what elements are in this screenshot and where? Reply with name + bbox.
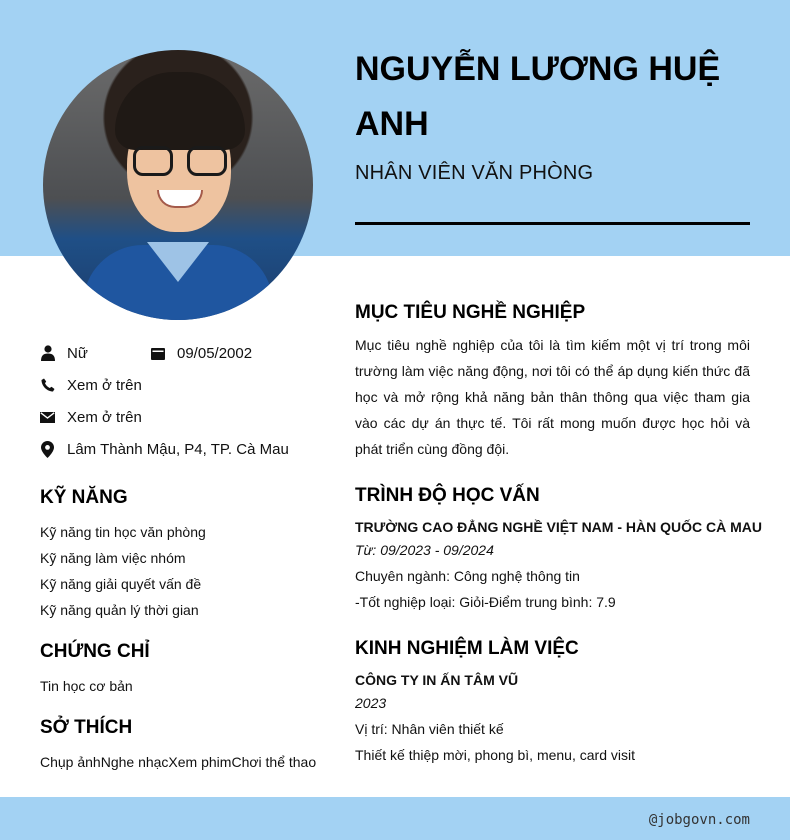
- birthdate-row: [150, 343, 252, 363]
- objective-text: Mục tiêu nghề nghiệp của tôi là tìm kiếm một vị trí trong môi trường làm việc năng động, nơi tôi có thể áp dụng kiến thức đã học và mở rộng khả năng bản thân thông qua việc tham gia vào các dự án thực tế. Tôi rất mong muốn được học hỏi và phát triển cùng đồng đội.: [355, 337, 750, 457]
- skills-title: KỸ NĂNG: [40, 487, 128, 508]
- objective-title: MỤC TIÊU NGHỀ NGHIỆP: [355, 302, 586, 323]
- hobbies-text: Chụp ảnhNghe nhạcXem phimChơi thể thao: [40, 754, 317, 770]
- envelope-icon: [40, 409, 55, 425]
- experience-description: Thiết kế thiệp mời, phong bì, menu, card visit: [355, 747, 635, 763]
- education-grade: -Tốt nghiệp loại: Giỏi-Điểm trung bình: 7.9: [355, 594, 616, 610]
- experience-year: 2023: [355, 695, 387, 711]
- email-value: Xem ở trên: [67, 408, 142, 426]
- gender-row: [40, 343, 88, 363]
- address-value: Lâm Thành Mậu, P4, TP. Cà Mau: [67, 440, 289, 458]
- calendar-icon: [150, 345, 165, 361]
- skill-item: Kỹ năng tin học văn phòng: [40, 524, 206, 540]
- photo-hair: [115, 72, 245, 150]
- skill-item: Kỹ năng làm việc nhóm: [40, 550, 186, 566]
- person-icon: [40, 345, 55, 361]
- education-time: Từ: 09/2023 - 09/2024: [355, 542, 494, 558]
- experience-title: KINH NGHIỆM LÀM VIỆC: [355, 638, 579, 659]
- email-row: [40, 407, 142, 427]
- education-major: Chuyên ngành: Công nghệ thông tin: [355, 568, 580, 584]
- hobbies-title: SỞ THÍCH: [40, 717, 133, 738]
- education-title: TRÌNH ĐỘ HỌC VẤN: [355, 485, 540, 506]
- job-title: NHÂN VIÊN VĂN PHÒNG: [355, 162, 594, 184]
- phone-value: Xem ở trên: [67, 376, 142, 394]
- address-row: [40, 439, 289, 459]
- phone-row: [40, 375, 142, 395]
- certificates-list: [40, 673, 133, 699]
- location-pin-icon: [40, 441, 55, 457]
- photo-glasses: [133, 146, 227, 176]
- birthdate-value: 09/05/2002: [177, 344, 253, 362]
- header-divider: [355, 222, 750, 225]
- skill-item: Kỹ năng quản lý thời gian: [40, 602, 199, 618]
- experience-company: CÔNG TY IN ẤN TÂM VŨ: [355, 672, 519, 688]
- experience-position: Vị trí: Nhân viên thiết kế: [355, 721, 504, 737]
- footer-watermark: @jobgovn.com: [648, 812, 750, 828]
- profile-photo: [43, 50, 313, 320]
- phone-icon: [40, 377, 55, 393]
- candidate-name: NGUYỄN LƯƠNG HUỆ ANH: [355, 50, 721, 143]
- gender-value: Nữ: [67, 344, 88, 362]
- skill-item: Kỹ năng giải quyết vấn đề: [40, 576, 202, 592]
- skills-list: [40, 519, 206, 623]
- certificate-item: Tin học cơ bản: [40, 678, 133, 694]
- education-school: TRƯỜNG CAO ĐẲNG NGHỀ VIỆT NAM - HÀN QUỐC CÀ MAU: [355, 519, 762, 535]
- certificates-title: CHỨNG CHỈ: [40, 641, 150, 662]
